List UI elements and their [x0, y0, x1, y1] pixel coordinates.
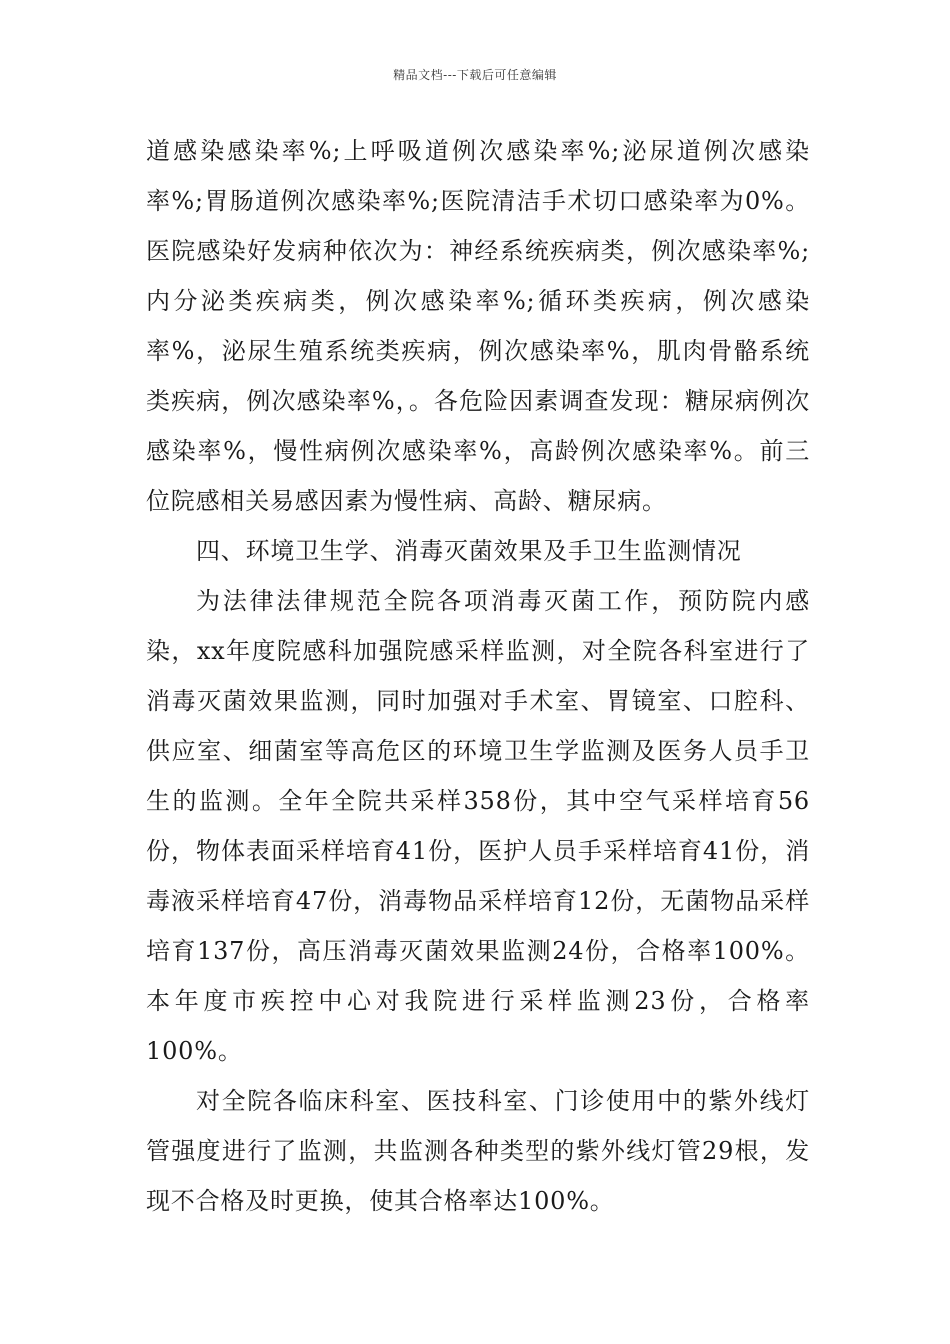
paragraph-uv-lamp-monitoring: 对全院各临床科室、医技科室、门诊使用中的紫外线灯管强度进行了监测，共监测各种类型的紫外线灯管29根，发现不合格及时更换，使其合格率达100%。: [146, 1087, 810, 1215]
paragraph-infection-rates: 道感染感染率%;上呼吸道例次感染率%;泌尿道例次感染率%;胃肠道例次感染率%;医院清洁手术切口感染率为0%。医院感染好发病种依次为：神经系统疾病类，例次感染率%;内分泌类疾病类，例次感染率%;循环类疾病，例次感染率%，泌尿生殖系统类疾病，例次感染率%，肌肉骨骼系统类疾病，例次感染率%，。各危险因素调查发现：糖尿病例次感染率%，慢性病例次感染率%，高龄例次感染率%。前三位院感相关易感因素为慢性病、高龄、糖尿病。: [146, 137, 810, 515]
paragraph-sampling-monitoring: 为法律法律规范全院各项消毒灭菌工作，预防院内感染，xx年度院感科加强院感采样监测，对全院各科室进行了消毒灭菌效果监测，同时加强对手术室、胃镜室、口腔科、供应室、细菌室等高危区的环境卫生学监测及医务人员手卫生的监测。全年全院共采样358份，其中空气采样培育56份，物体表面采样培育41份，医护人员手采样培育41份，消毒液采样培育47份，消毒物品采样培育12份，无菌物品采样培育137份，高压消毒灭菌效果监测24份，合格率100%。本年度市疾控中心对我院进行采样监测23份，合格率100%。: [146, 587, 810, 1065]
section-heading: 四、环境卫生学、消毒灭菌效果及手卫生监测情况: [196, 537, 742, 565]
document-body: [146, 126, 810, 1226]
page-header: 精品文档---下载后可任意编辑: [393, 68, 557, 82]
